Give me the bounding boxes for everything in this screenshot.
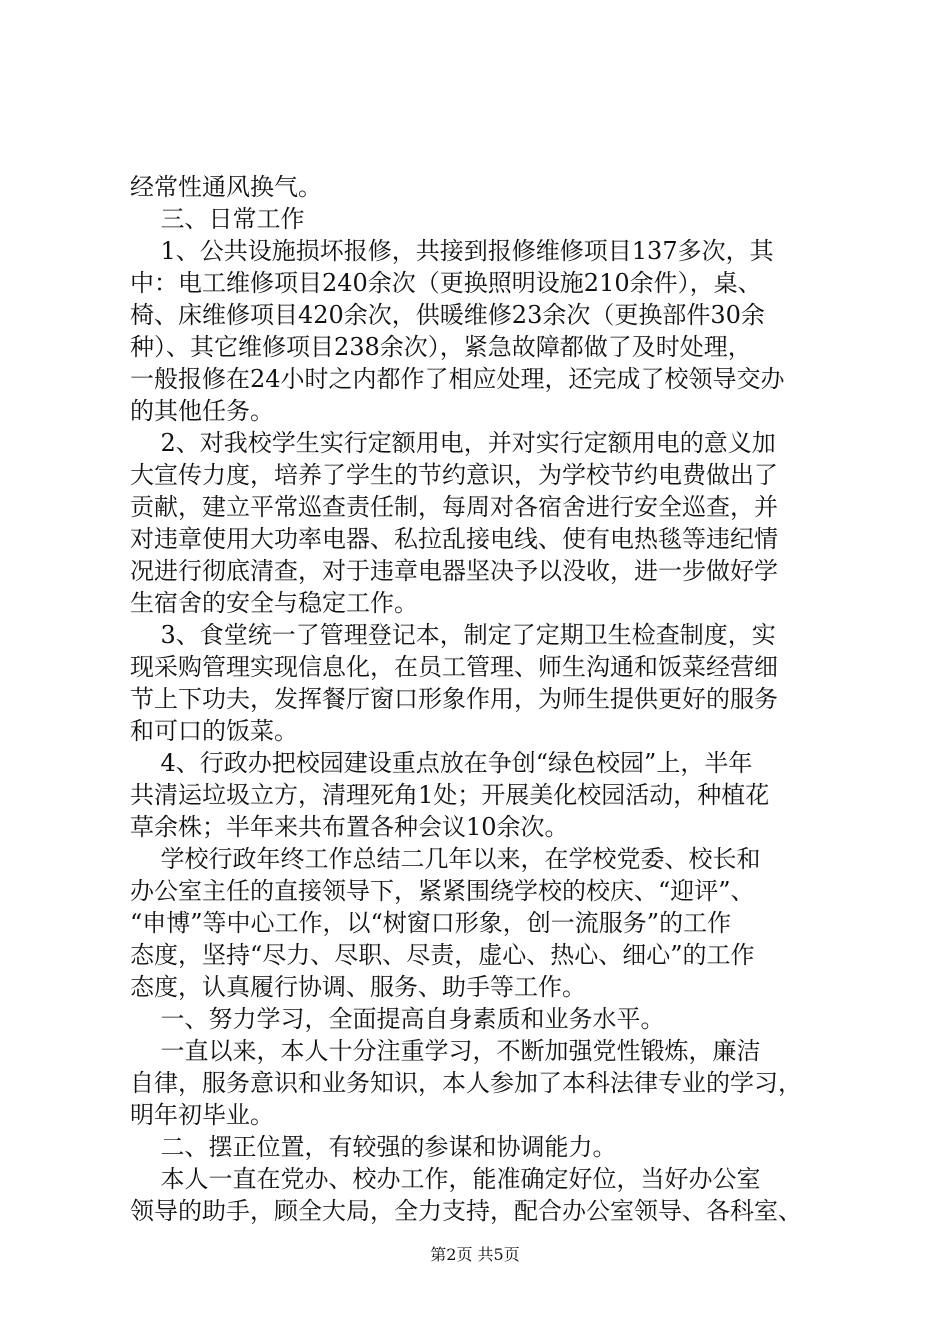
document-body bbox=[130, 171, 850, 1227]
text-line: 大宣传力度，培养了学生的节约意识，为学校节约电费做出了 bbox=[130, 461, 778, 489]
text-line: 草余株；半年来共布置各种会议10余次。 bbox=[130, 813, 569, 841]
text-line: 态度，认真履行协调、服务、助手等工作。 bbox=[130, 973, 586, 1001]
text-line: 种）、其它维修项目238余次），紧急故障都做了及时处理， bbox=[130, 333, 752, 361]
text-line: 中：电工维修项目240余次（更换照明设施210余件），桌、 bbox=[130, 269, 762, 297]
text-line: 4、行政办把校园建设重点放在争创“绿色校园”上，半年 bbox=[130, 749, 753, 777]
text-line: 经常性通风换气。 bbox=[130, 173, 322, 201]
section-heading: 三、日常工作 bbox=[130, 205, 305, 233]
text-line: 生宿舍的安全与稳定工作。 bbox=[130, 589, 418, 617]
text-line: 领导的助手，顾全大局，全力支持，配合办公室领导、各科室、 bbox=[130, 1197, 802, 1225]
text-line: 对违章使用大功率电器、私拉乱接电线、使有电热毯等违纪情 bbox=[130, 525, 778, 553]
text-line: 况进行彻底清查，对于违章电器坚决予以没收，进一步做好学 bbox=[130, 557, 778, 585]
text-line: 的其他任务。 bbox=[130, 397, 274, 425]
text-line: 明年初毕业。 bbox=[130, 1101, 274, 1129]
text-line: 2、对我校学生实行定额用电，并对实行定额用电的意义加 bbox=[130, 429, 776, 457]
text-line: 本人一直在党办、校办工作，能准确定好位，当好办公室 bbox=[130, 1165, 761, 1193]
text-line: 自律，服务意识和业务知识，本人参加了本科法律专业的学习， bbox=[130, 1069, 802, 1097]
text-line: 椅、床维修项目420余次，供暖维修23余次（更换部件30余 bbox=[130, 301, 765, 329]
text-line: “申博”等中心工作，以“树窗口形象，创一流服务”的工作 bbox=[130, 909, 732, 937]
text-line: 一般报修在24小时之内都作了相应处理，还完成了校领导交办 bbox=[130, 365, 785, 393]
text-line: 节上下功夫，发挥餐厅窗口形象作用，为师生提供更好的服务 bbox=[130, 685, 778, 713]
text-line: 一直以来，本人十分注重学习，不断加强党性锻炼，廉洁 bbox=[130, 1037, 761, 1065]
text-line: 学校行政年终工作总结二几年以来，在学校党委、校长和 bbox=[130, 845, 761, 873]
text-line: 1、公共设施损坏报修，共接到报修维修项目137多次，其 bbox=[130, 237, 774, 265]
text-line: 和可口的饭菜。 bbox=[130, 717, 298, 745]
text-line: 3、食堂统一了管理登记本，制定了定期卫生检查制度，实 bbox=[130, 621, 776, 649]
text-line: 态度，坚持“尽力、尽职、尽责，虚心、热心、细心”的工作 bbox=[130, 941, 755, 969]
page-number-footer: 第2页 共5页 bbox=[430, 1245, 520, 1264]
section-heading: 二、摆正位置，有较强的参谋和协调能力。 bbox=[130, 1133, 617, 1161]
text-line: 共清运垃圾立方，清理死角1处；开展美化校园活动，种植花 bbox=[130, 781, 770, 809]
text-line: 贡献，建立平常巡查责任制，每周对各宿舍进行安全巡查，并 bbox=[130, 493, 778, 521]
text-line: 办公室主任的直接领导下，紧紧围绕学校的校庆、“迎评”、 bbox=[130, 877, 755, 905]
text-line: 现采购管理实现信息化，在员工管理、师生沟通和饭菜经营细 bbox=[130, 653, 778, 681]
section-heading: 一、努力学习，全面提高自身素质和业务水平。 bbox=[130, 1005, 665, 1033]
